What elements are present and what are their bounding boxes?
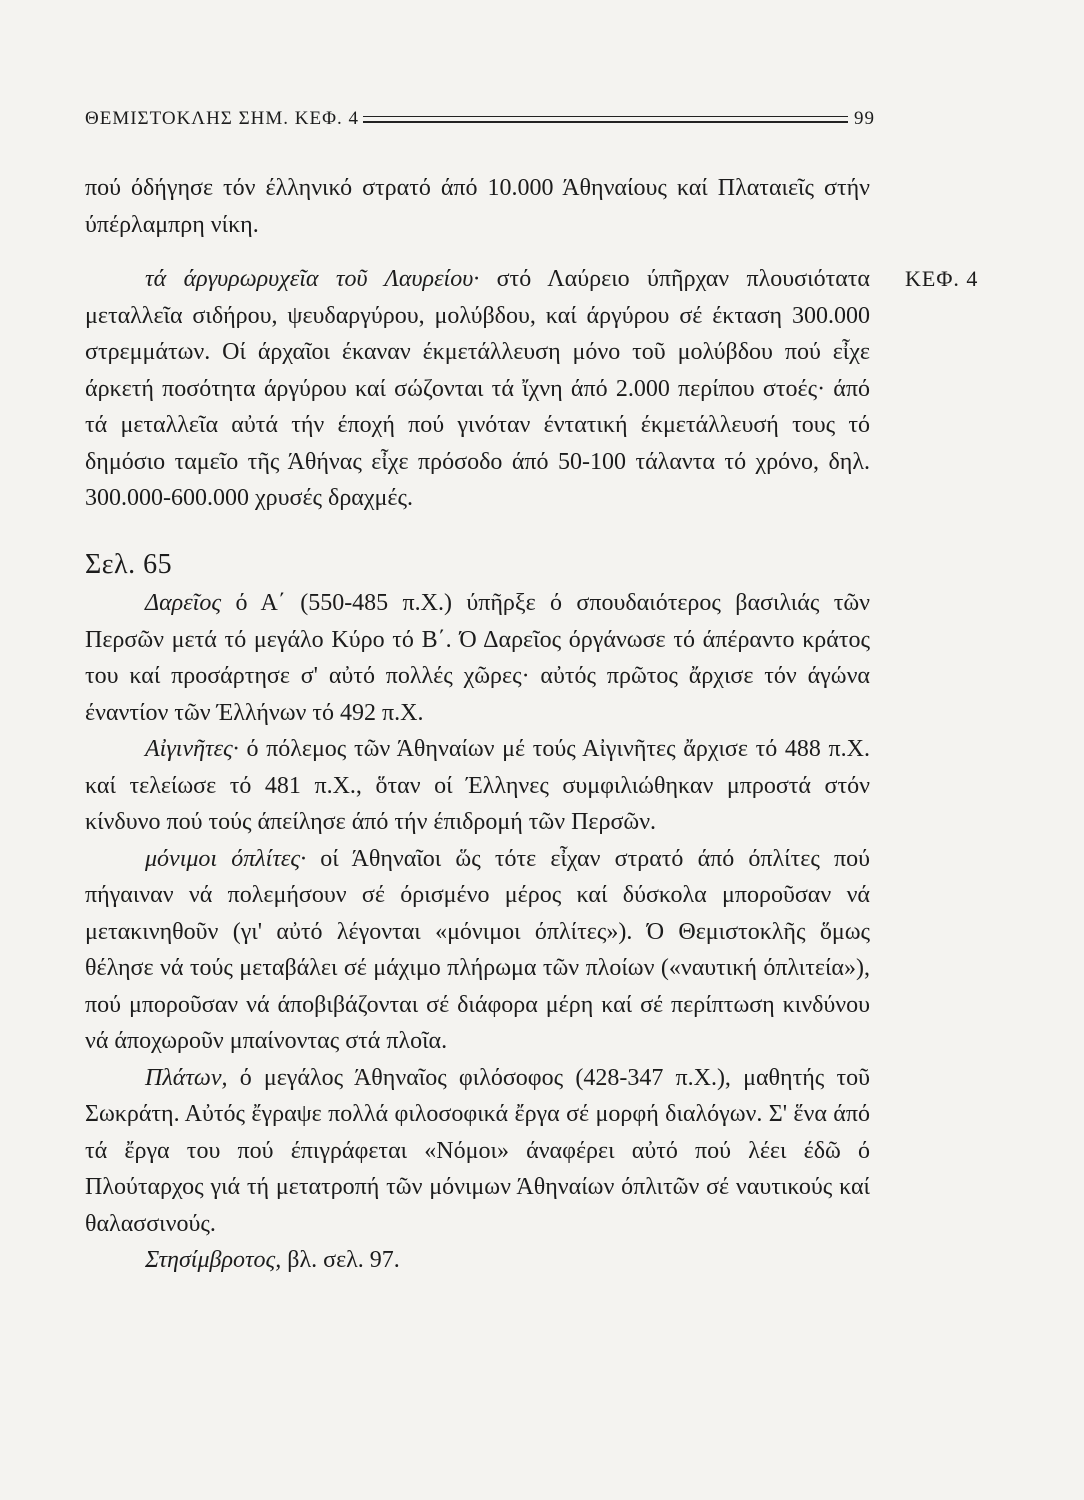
- entry-term: Δαρεῖος: [145, 590, 222, 616]
- entry-text: στό Λαύρειο ύπῆρχαν πλουσιότατα μεταλλεῖα σιδήρου, ψευδαργύρου, μολύβδου, καί άργύρου σέ έκταση 300.000 στρεμμάτων. Οί άρχαῖοι έκαναν έκμετάλλευση μόνο τοῦ μολύβδου πού εἶχε άρκετή ποσότητα άργύρου καί σώζονται τά ἴχνη άπό 2.000 περίπου στοές· άπό τά μεταλλεῖα αὐτά τήν έποχή πού γινόταν έντατική έκμετάλλευσή τους τό δημόσιο ταμεῖο τῆς Άθήνας εἶχε πρόσοδο άπό 50-100 τάλαντα τό χρόνο, δηλ. 300.000-600.000 χρυσές δραχμές.: [85, 266, 871, 511]
- entry-term: Πλάτων,: [145, 1064, 228, 1091]
- margin-chapter-note: ΚΕΦ. 4: [905, 266, 979, 291]
- entry-text: οί Άθηναῖοι ὥς τότε εἶχαν στρατό άπό όπλίτες πού πήγαιναν νά πολεμήσουν σέ όρισμένο μέρος καί δύσκολα μποροῦσαν νά μετακινηθοῦν (γι' αὐτό λέγονται «μόνιμοι όπλίτες»). Ό Θεμιστοκλῆς ὅμως θέλησε νά τούς μεταβάλει σέ μάχιμο πλήρωμα τῶν πλοίων («ναυτική όπλιτεία»), πού μποροῦσαν νά άποβιβάζονται σέ διάφορα μέρη καί σέ περίπτωση κινδύνου νά άποχωροῦν μπαίνοντας στά πλοῖα.: [85, 845, 870, 1054]
- entry-term: τά άργυρωρυχεῖα τοῦ Λαυρείου·: [145, 266, 480, 292]
- entry-text: ό Α΄ (550-485 π.Χ.) ύπῆρξε ό σπουδαιότερος βασιλιάς τῶν Περσῶν μετά τό μεγάλο Κύρο τό Β΄. Ό Δαρεῖος όργάνωσε τό άπέραντο κράτος του καί προσάρτησε σ' αὐτό πολλές χῶρες· αὐτός πρῶτος ἄρχισε τόν άγώνα έναντίον τῶν Έλλήνων τό 492 π.Χ.: [85, 590, 870, 726]
- running-header: [85, 104, 875, 134]
- entry-aeginetans: [85, 731, 870, 841]
- entry-text: βλ. σελ. 97.: [281, 1247, 400, 1273]
- entry-text: ό μεγάλος Άθηναῖος φιλόσοφος (428-347 π.Χ.), μαθητής τοῦ Σωκράτη. Αὐτός ἔγραψε πολλά φιλοσοφικά ἔργα σέ μορφή διαλόγων. Σ' ἕνα άπό τά ἔργα του πού έπιγράφεται «Νόμοι» άναφέρει αὐτό πού λέει έδῶ ό Πλούταρχος γιά τή μετατροπή τῶν μόνιμων Άθηναίων όπλιτῶν σέ ναυτικούς καί θαλασσινούς.: [85, 1064, 870, 1237]
- entry-term: μόνιμοι όπλίτες·: [145, 845, 307, 872]
- entry-plato: [85, 1060, 870, 1243]
- entry-stesimbrotus: [85, 1242, 870, 1279]
- entry-text: ό πόλεμος τῶν Άθηναίων μέ τούς Αἰγινῆτες ἄρχισε τό 488 π.Χ. καί τελείωσε τό 481 π.Χ., ὅταν οί Έλληνες συμφιλιώθηκαν μπροστά στόν κίνδυνο πού τούς άπείλησε άπό τήν έπιδρομή τῶν Περσῶν.: [85, 736, 870, 835]
- entry-lavrio-mines: [85, 261, 870, 517]
- header-double-rule: [363, 116, 848, 123]
- running-title: ΘΕΜΙΣΤΟΚΛΗΣ ΣΗΜ. ΚΕΦ. 4: [85, 108, 360, 129]
- entry-term: Στησίμβροτος,: [145, 1247, 282, 1273]
- entry-darius: [85, 585, 870, 731]
- page-number: 99: [854, 108, 875, 129]
- entry-hoplites: [85, 841, 870, 1060]
- entry-term: Αἰγινῆτες·: [145, 736, 239, 762]
- paragraph-continuation: πού όδήγησε τόν έλληνικό στρατό άπό 10.000 Άθηναίους καί Πλαταιεῖς στήν ύπέρλαμπρη νίκη.: [85, 175, 870, 238]
- commentary-text: [85, 170, 870, 1279]
- section-heading: Σελ. 65: [85, 548, 173, 580]
